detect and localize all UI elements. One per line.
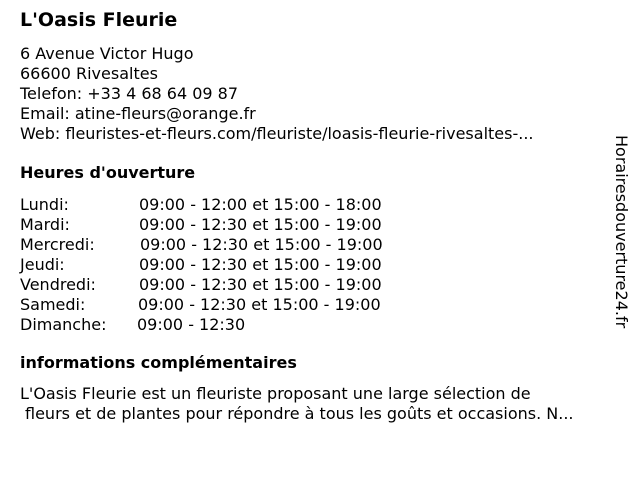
day-label: Dimanche: (20, 315, 107, 334)
day-label: Mercredi: (20, 235, 95, 254)
day-label: Vendredi: (20, 275, 96, 294)
day-label: Mardi: (20, 215, 70, 234)
day-label: Jeudi: (20, 255, 65, 274)
time-range: 09:00 - 12:00 et 15:00 - 18:00 (139, 195, 382, 214)
business-name: L'Oasis Fleurie (20, 9, 178, 31)
address-street: 6 Avenue Victor Hugo (20, 44, 194, 63)
time-range: 09:00 - 12:30 et 15:00 - 19:00 (139, 255, 382, 274)
description-line: fleurs et de plantes pour répondre à tous les goûts et occasions. N... (25, 404, 574, 423)
site-watermark: Horairesdouverture24.fr (612, 135, 631, 329)
time-range: 09:00 - 12:30 (137, 315, 246, 334)
day-label: Samedi: (20, 295, 86, 314)
address-city: 66600 Rivesaltes (20, 64, 158, 83)
business-description (20, 384, 574, 424)
time-range: 09:00 - 12:30 et 15:00 - 19:00 (139, 275, 382, 294)
time-range: 09:00 - 12:30 et 15:00 - 19:00 (138, 295, 381, 314)
opening-hours-heading: Heures d'ouverture (20, 163, 196, 182)
contact-block (20, 44, 534, 144)
phone-number: Telefon: +33 4 68 64 09 87 (20, 84, 239, 103)
website-link[interactable]: Web: fleuristes-et-fleurs.com/fleuriste/loasis-fleurie-rivesaltes-... (20, 124, 534, 143)
time-range: 09:00 - 12:30 et 15:00 - 19:00 (139, 215, 382, 234)
description-line: L'Oasis Fleurie est un fleuriste proposant une large sélection de (20, 384, 531, 403)
additional-info-heading: informations complémentaires (20, 353, 297, 372)
time-range: 09:00 - 12:30 et 15:00 - 19:00 (140, 235, 383, 254)
day-label: Lundi: (20, 195, 69, 214)
email-address: Email: atine-fleurs@orange.fr (20, 104, 256, 123)
